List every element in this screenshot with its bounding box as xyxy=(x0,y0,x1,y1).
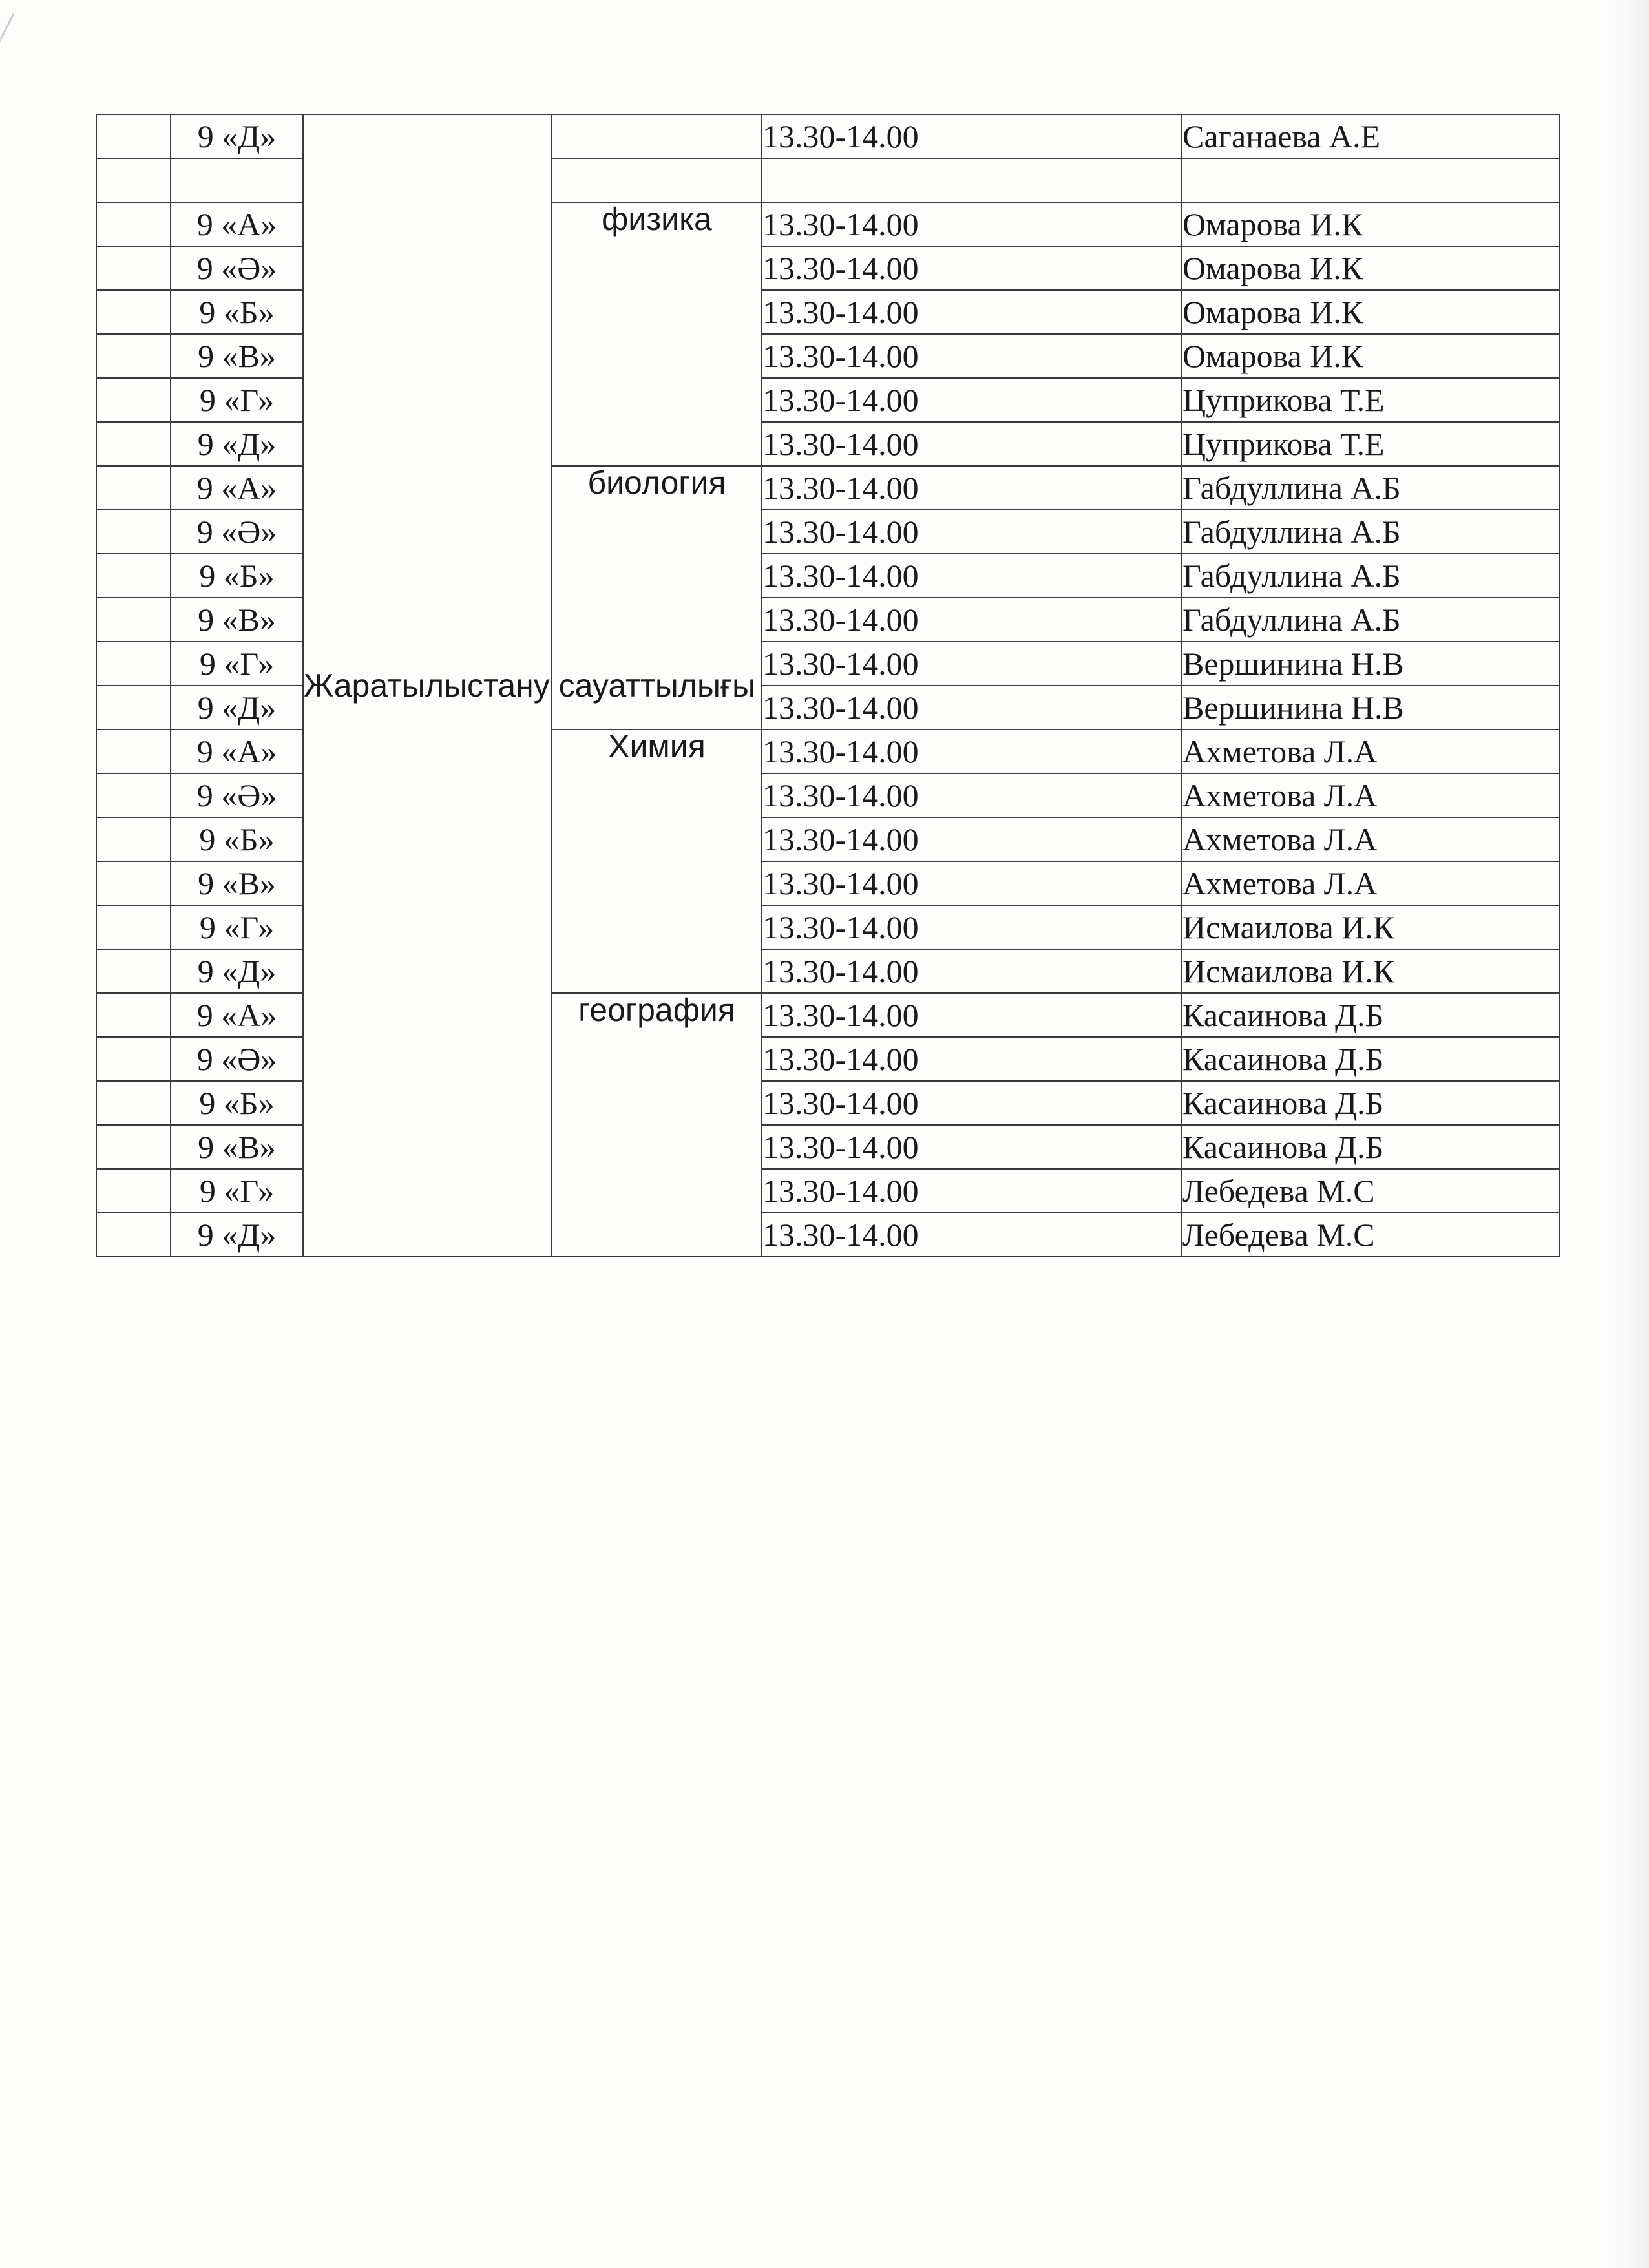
schedule-table xyxy=(96,114,1560,1257)
row-number-cell xyxy=(96,1081,171,1125)
class-cell: 9 «А» xyxy=(171,466,303,510)
row-number-cell xyxy=(96,949,171,993)
row-number-cell xyxy=(96,861,171,905)
row-number-cell xyxy=(96,730,171,773)
row-number-cell xyxy=(96,1037,171,1081)
class-cell: 9 «В» xyxy=(171,861,303,905)
subject-cell xyxy=(552,114,762,158)
class-cell: 9 «Ә» xyxy=(171,1037,303,1081)
class-cell: 9 «В» xyxy=(171,334,303,378)
teacher-cell: Омарова И.К xyxy=(1182,290,1559,334)
class-cell: 9 «А» xyxy=(171,993,303,1037)
row-number-cell xyxy=(96,642,171,686)
subject-cell: Химия xyxy=(552,730,762,993)
class-cell: 9 «Д» xyxy=(171,422,303,466)
subject-cell: география xyxy=(552,993,762,1257)
time-cell xyxy=(762,158,1182,202)
teacher-cell xyxy=(1182,158,1559,202)
teacher-cell: Касаинова Д.Б xyxy=(1182,1081,1559,1125)
row-number-cell xyxy=(96,422,171,466)
subject-cell: биология xyxy=(552,466,762,730)
teacher-cell: Габдуллина А.Б xyxy=(1182,466,1559,510)
time-cell: 13.30-14.00 xyxy=(762,466,1182,510)
teacher-cell: Касаинова Д.Б xyxy=(1182,1125,1559,1169)
row-number-cell xyxy=(96,466,171,510)
teacher-cell: Габдуллина А.Б xyxy=(1182,510,1559,554)
class-cell: 9 «Ә» xyxy=(171,246,303,290)
class-cell: 9 «Ә» xyxy=(171,510,303,554)
time-cell: 13.30-14.00 xyxy=(762,1037,1182,1081)
time-cell: 13.30-14.00 xyxy=(762,1125,1182,1169)
time-cell: 13.30-14.00 xyxy=(762,773,1182,817)
row-number-cell xyxy=(96,114,171,158)
row-number-cell xyxy=(96,378,171,422)
teacher-cell: Омарова И.К xyxy=(1182,202,1559,246)
time-cell: 13.30-14.00 xyxy=(762,730,1182,773)
class-cell: 9 «Г» xyxy=(171,378,303,422)
row-number-cell xyxy=(96,158,171,202)
time-cell: 13.30-14.00 xyxy=(762,1081,1182,1125)
class-cell: 9 «Ә» xyxy=(171,773,303,817)
table-row xyxy=(96,114,1559,158)
time-cell: 13.30-14.00 xyxy=(762,202,1182,246)
class-cell: 9 «А» xyxy=(171,730,303,773)
time-cell: 13.30-14.00 xyxy=(762,686,1182,730)
teacher-cell: Лебедева М.С xyxy=(1182,1169,1559,1213)
time-cell: 13.30-14.00 xyxy=(762,949,1182,993)
class-cell: 9 «Г» xyxy=(171,905,303,949)
class-cell: 9 «Д» xyxy=(171,686,303,730)
time-cell: 13.30-14.00 xyxy=(762,114,1182,158)
class-cell: 9 «В» xyxy=(171,1125,303,1169)
time-cell: 13.30-14.00 xyxy=(762,861,1182,905)
row-number-cell xyxy=(96,817,171,861)
teacher-cell: Габдуллина А.Б xyxy=(1182,554,1559,598)
time-cell: 13.30-14.00 xyxy=(762,642,1182,686)
row-number-cell xyxy=(96,246,171,290)
row-number-cell xyxy=(96,686,171,730)
class-cell: 9 «Б» xyxy=(171,817,303,861)
subject-area-cell: Жаратылыстану сауаттылығы xyxy=(303,114,552,1257)
page-fold-mark xyxy=(0,13,15,284)
row-number-cell xyxy=(96,598,171,642)
time-cell: 13.30-14.00 xyxy=(762,1213,1182,1257)
scan-edge-shadow xyxy=(1610,0,1649,2268)
row-number-cell xyxy=(96,1213,171,1257)
time-cell: 13.30-14.00 xyxy=(762,905,1182,949)
time-cell: 13.30-14.00 xyxy=(762,378,1182,422)
row-number-cell xyxy=(96,993,171,1037)
teacher-cell: Ахметова Л.А xyxy=(1182,817,1559,861)
teacher-cell: Лебедева М.С xyxy=(1182,1213,1559,1257)
class-cell: 9 «Б» xyxy=(171,554,303,598)
teacher-cell: Ахметова Л.А xyxy=(1182,861,1559,905)
class-cell: 9 «Б» xyxy=(171,290,303,334)
subject-cell: физика xyxy=(552,202,762,466)
class-cell: 9 «Б» xyxy=(171,1081,303,1125)
teacher-cell: Касаинова Д.Б xyxy=(1182,993,1559,1037)
class-cell: 9 «Д» xyxy=(171,114,303,158)
teacher-cell: Омарова И.К xyxy=(1182,334,1559,378)
teacher-cell: Цуприкова Т.Е xyxy=(1182,422,1559,466)
teacher-cell: Омарова И.К xyxy=(1182,246,1559,290)
teacher-cell: Вершинина Н.В xyxy=(1182,686,1559,730)
teacher-cell: Вершинина Н.В xyxy=(1182,642,1559,686)
time-cell: 13.30-14.00 xyxy=(762,246,1182,290)
class-cell: 9 «А» xyxy=(171,202,303,246)
time-cell: 13.30-14.00 xyxy=(762,554,1182,598)
teacher-cell: Исмаилова И.К xyxy=(1182,905,1559,949)
time-cell: 13.30-14.00 xyxy=(762,993,1182,1037)
class-cell: 9 «Г» xyxy=(171,1169,303,1213)
teacher-cell: Касаинова Д.Б xyxy=(1182,1037,1559,1081)
teacher-cell: Саганаева А.Е xyxy=(1182,114,1559,158)
row-number-cell xyxy=(96,202,171,246)
time-cell: 13.30-14.00 xyxy=(762,422,1182,466)
row-number-cell xyxy=(96,334,171,378)
row-number-cell xyxy=(96,290,171,334)
teacher-cell: Ахметова Л.А xyxy=(1182,730,1559,773)
class-cell: 9 «Д» xyxy=(171,1213,303,1257)
row-number-cell xyxy=(96,1125,171,1169)
time-cell: 13.30-14.00 xyxy=(762,334,1182,378)
row-number-cell xyxy=(96,554,171,598)
class-cell: 9 «В» xyxy=(171,598,303,642)
time-cell: 13.30-14.00 xyxy=(762,817,1182,861)
class-cell: 9 «Г» xyxy=(171,642,303,686)
row-number-cell xyxy=(96,773,171,817)
class-cell: 9 «Д» xyxy=(171,949,303,993)
time-cell: 13.30-14.00 xyxy=(762,598,1182,642)
teacher-cell: Исмаилова И.К xyxy=(1182,949,1559,993)
time-cell: 13.30-14.00 xyxy=(762,290,1182,334)
row-number-cell xyxy=(96,1169,171,1213)
teacher-cell: Ахметова Л.А xyxy=(1182,773,1559,817)
subject-cell xyxy=(552,158,762,202)
time-cell: 13.30-14.00 xyxy=(762,510,1182,554)
row-number-cell xyxy=(96,510,171,554)
teacher-cell: Цуприкова Т.Е xyxy=(1182,378,1559,422)
row-number-cell xyxy=(96,905,171,949)
time-cell: 13.30-14.00 xyxy=(762,1169,1182,1213)
teacher-cell: Габдуллина А.Б xyxy=(1182,598,1559,642)
class-cell xyxy=(171,158,303,202)
